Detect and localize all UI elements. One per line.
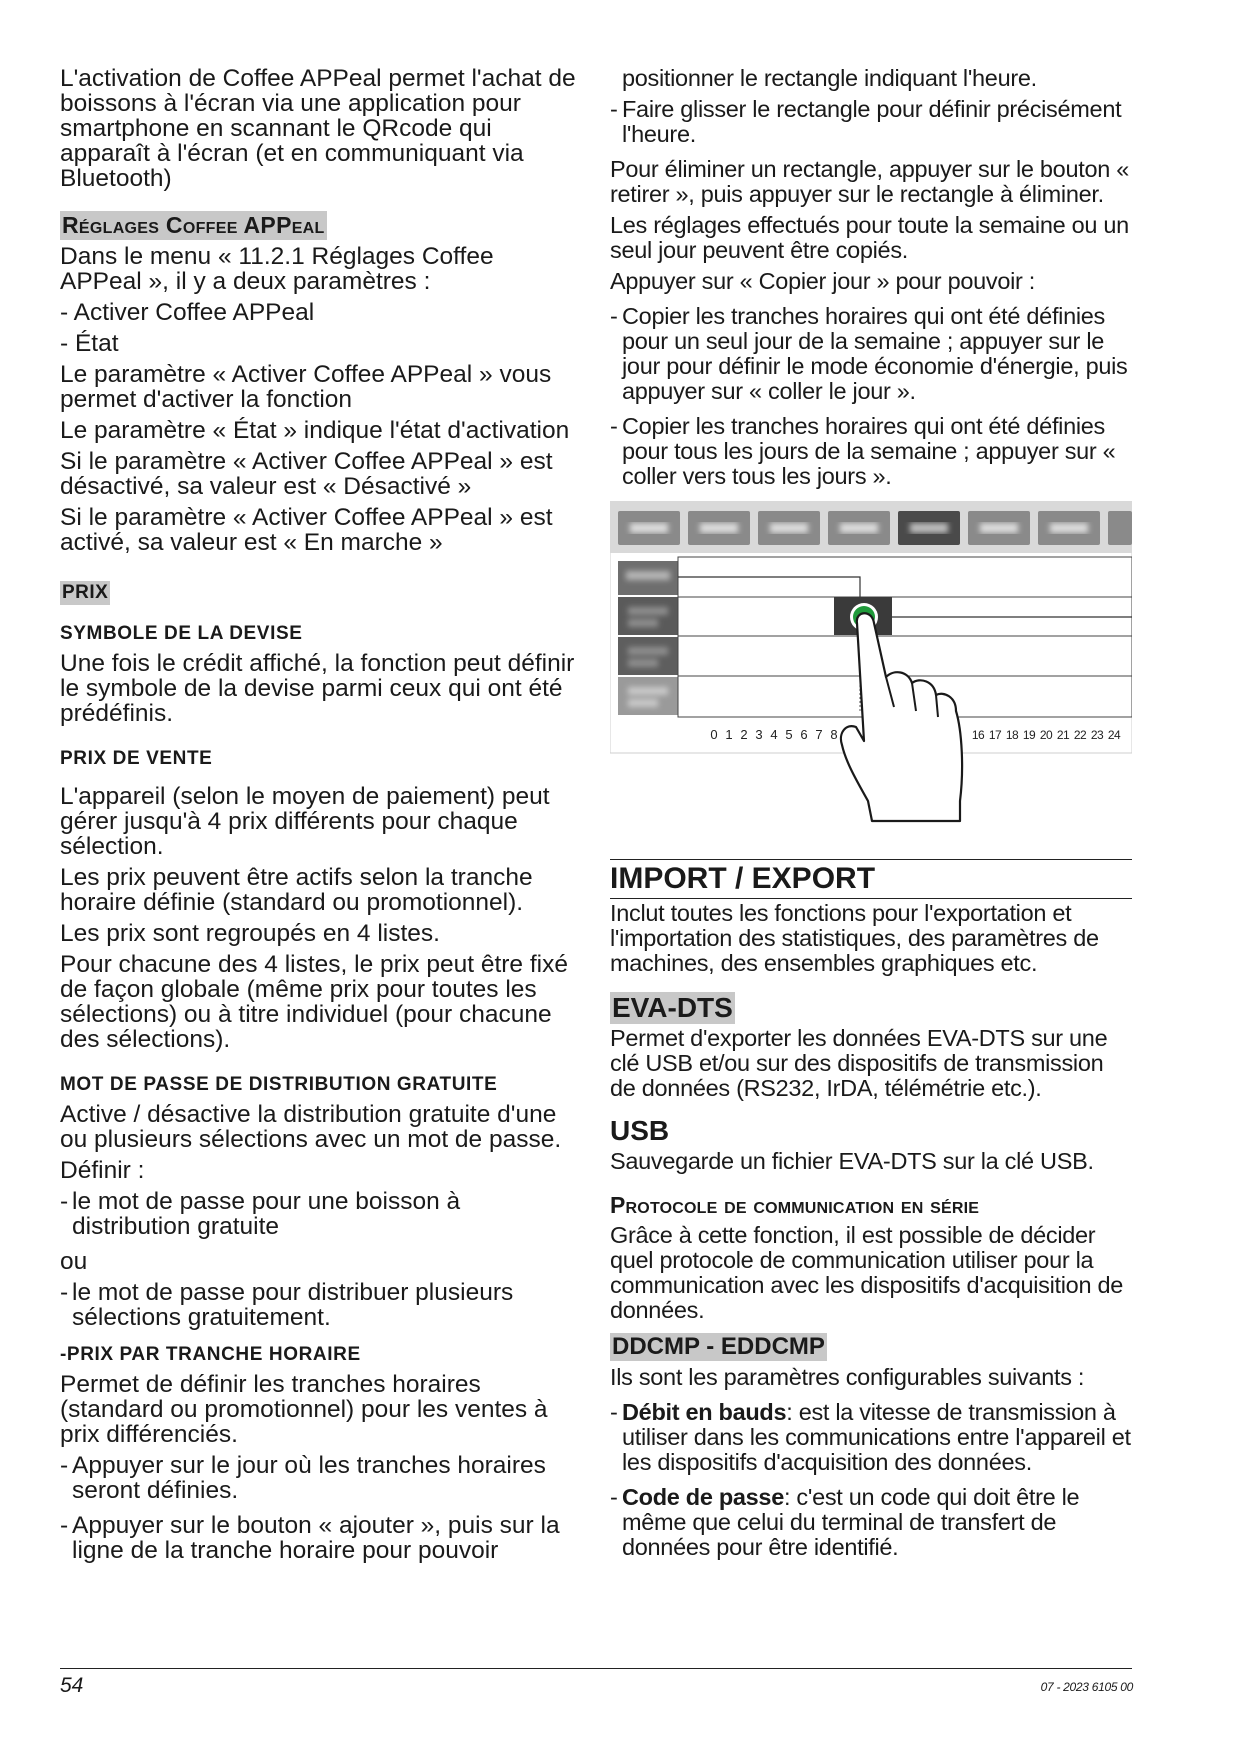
- code-label: Code de passe: [622, 1484, 784, 1510]
- hour-tick-label: 0: [710, 727, 718, 742]
- copier-item-1-text: Copier les tranches horaires qui ont été définies pour un seul jour de la semaine ; appuyer sur le jour pour définir le mode économie d'énergie, puis appuyer sur « coller le jour ».: [622, 303, 1128, 404]
- document-code: 07 - 2023 6105 00: [1040, 1680, 1133, 1694]
- hour-tick-label: 6: [800, 727, 808, 742]
- page-number: 54: [60, 1674, 84, 1697]
- protocole-heading: Protocole de communication en série: [610, 1192, 980, 1218]
- hour-tick-label: 1: [725, 727, 733, 742]
- reglages-item-2: - État: [60, 330, 119, 357]
- hour-tick-label: 20: [1039, 728, 1053, 742]
- import-export-heading: IMPORT / EXPORT: [610, 862, 876, 895]
- copies-paragraph: Les réglages effectués pour toute la semaine ou un seul jour peuvent être copiés.: [610, 212, 1129, 263]
- motdepasse-item-2: [60, 1280, 580, 1330]
- copier-paragraph: Appuyer sur « Copier jour » pour pouvoir :: [610, 268, 1035, 294]
- right-column: [610, 66, 1132, 1570]
- copier-item-2: [610, 414, 1132, 489]
- hour-axis-left: [710, 727, 837, 742]
- hour-tick-label: 19: [1022, 728, 1036, 742]
- hour-tick-label: 22: [1073, 728, 1087, 742]
- eliminer-paragraph: Pour éliminer un rectangle, appuyer sur le bouton « retirer », puis appuyer sur le rectangle à éliminer.: [610, 156, 1129, 207]
- code-text: : c'est un code qui doit être le même que celui du terminal de transfert de données pour être identifié.: [622, 1484, 1080, 1560]
- copier-item-1: [610, 304, 1132, 404]
- debit-item: [610, 1400, 1132, 1475]
- vente-paragraph-3: Les prix sont regroupés en 4 listes.: [60, 920, 440, 947]
- hour-tick-label: 3: [755, 727, 763, 742]
- ddcmp-paragraph: Ils sont les paramètres configurables suivants :: [610, 1364, 1085, 1390]
- list-dash: -: [610, 303, 618, 329]
- price-row-label[interactable]: [618, 597, 678, 635]
- usb-heading: USB: [610, 1115, 670, 1146]
- motdepasse-heading: MOT DE PASSE DE DISTRIBUTION GRATUITE: [60, 1074, 498, 1095]
- reglages-paragraph-1: Dans le menu « 11.2.1 Réglages Coffee APPeal », il y a deux paramètres :: [60, 243, 494, 295]
- day-tab[interactable]: [1108, 511, 1132, 545]
- glisser-item-text: Faire glisser le rectangle pour définir précisément l'heure.: [622, 96, 1122, 147]
- intro-paragraph: L'activation de Coffee APPeal permet l'achat de boissons à l'écran via une application pour smartphone en scannant le QRcode qui apparaît à l'écran (et en communiquant via Bluetooth): [60, 65, 576, 192]
- price-row-label[interactable]: [618, 677, 678, 715]
- evadts-heading: EVA-DTS: [612, 992, 733, 1023]
- list-dash: -: [60, 1512, 69, 1539]
- evadts-paragraph: Permet d'exporter les données EVA-DTS sur une clé USB et/ou sur des dispositifs de transmission de données (RS232, IrDA, télémétrie etc.).: [610, 1025, 1108, 1101]
- motdepasse-paragraph-1: Active / désactive la distribution gratuite d'une ou plusieurs sélections avec un mot de passe.: [60, 1101, 562, 1153]
- code-item: [610, 1485, 1132, 1560]
- protocole-paragraph: Grâce à cette fonction, il est possible de décider quel protocole de communication utiliser pour la communication avec les dispositifs d'acquisition de données.: [610, 1222, 1123, 1323]
- ddcmp-heading: DDCMP - EDDCMP: [612, 1333, 825, 1360]
- vente-paragraph-2: Les prix peuvent être actifs selon la tranche horaire définie (standard ou promotionnel).: [60, 864, 533, 916]
- import-export-heading-block: [610, 859, 1132, 899]
- symbole-heading: SYMBOLE DE LA DEVISE: [60, 623, 303, 644]
- reglages-paragraph-4: Si le paramètre « Activer Coffee APPeal » est désactivé, sa valeur est « Désactivé »: [60, 448, 553, 500]
- hour-tick-label: 8: [830, 727, 838, 742]
- reglages-item-1: - Activer Coffee APPeal: [60, 299, 315, 326]
- hour-tick-label: 16: [971, 728, 985, 742]
- left-column: [60, 66, 580, 1573]
- motdepasse-item-1-text: le mot de passe pour une boisson à distribution gratuite: [72, 1188, 461, 1240]
- hour-tick-label: 7: [815, 727, 823, 742]
- prix-heading: PRIX: [62, 582, 109, 603]
- usb-paragraph: Sauvegarde un fichier EVA-DTS sur la clé USB.: [610, 1148, 1094, 1174]
- vente-heading: PRIX DE VENTE: [60, 748, 213, 769]
- reglages-paragraph-5: Si le paramètre « Activer Coffee APPeal » est activé, sa valeur est « En marche »: [60, 504, 553, 556]
- motdepasse-item-2-text: le mot de passe pour distribuer plusieurs sélections gratuitement.: [72, 1279, 514, 1331]
- copier-item-2-text: Copier les tranches horaires qui ont été définies pour tous les jours de la semaine ; appuyer sur « coller vers tous les jours ».: [622, 413, 1116, 489]
- tranche-paragraph: Permet de définir les tranches horaires (standard ou promotionnel) pour les ventes à prix différenciés.: [60, 1371, 548, 1448]
- hour-tick-label: 24: [1107, 728, 1121, 742]
- reglages-paragraph-2: Le paramètre « Activer Coffee APPeal » vous permet d'activer la fonction: [60, 361, 552, 413]
- motdepasse-paragraph-2: Définir :: [60, 1157, 145, 1184]
- motdepasse-ou: ou: [60, 1248, 88, 1275]
- list-dash: -: [610, 1399, 618, 1425]
- tranche-item-1-text: Appuyer sur le jour où les tranches horaires seront définies.: [72, 1452, 546, 1504]
- tranche-item-1: [60, 1453, 580, 1503]
- vente-paragraph-1: L'appareil (selon le moyen de paiement) peut gérer jusqu'à 4 prix différents pour chaque sélection.: [60, 783, 550, 860]
- tranche-item-2: [60, 1513, 580, 1563]
- hour-axis-right: [972, 728, 1121, 742]
- footer-rule: [60, 1668, 1132, 1669]
- vente-paragraph-4: Pour chacune des 4 listes, le prix peut être fixé de façon globale (même prix pour toutes les sélections) ou à titre individuel (pour chacune des sélections).: [60, 951, 568, 1053]
- import-export-paragraph: Inclut toutes les fonctions pour l'exportation et l'importation des statistiques, des paramètres de machines, des ensembles graphiques etc.: [610, 900, 1099, 976]
- hour-tick-label: 23: [1090, 728, 1104, 742]
- continuation-paragraph: positionner le rectangle indiquant l'heure.: [622, 65, 1037, 91]
- schedule-figure: [610, 501, 1132, 831]
- tranche-heading: -PRIX PAR TRANCHE HORAIRE: [60, 1344, 361, 1365]
- list-dash: -: [60, 1452, 69, 1479]
- glisser-item: [610, 97, 1132, 147]
- tranche-item-2-text: Appuyer sur le bouton « ajouter », puis sur la ligne de la tranche horaire pour pouvoir: [72, 1512, 560, 1564]
- debit-label: Débit en bauds: [622, 1399, 787, 1425]
- hour-tick-label: 2: [740, 727, 748, 742]
- motdepasse-item-1: [60, 1189, 580, 1239]
- hour-tick-label: 18: [1005, 728, 1019, 742]
- hour-tick-label: 4: [770, 727, 778, 742]
- hour-tick-label: 17: [988, 728, 1002, 742]
- list-dash: -: [60, 1279, 69, 1306]
- list-dash: -: [610, 413, 618, 439]
- symbole-paragraph: Une fois le crédit affiché, la fonction peut définir le symbole de la devise parmi ceux qui ont été prédéfinis.: [60, 650, 575, 727]
- reglages-heading: Réglages Coffee APPeal: [62, 212, 325, 238]
- list-dash: -: [60, 1188, 69, 1215]
- price-row-label[interactable]: [618, 637, 678, 675]
- debit-text: : est la vitesse de transmission à utiliser dans les communications entre l'appareil et les dispositifs d'acquisition des données.: [622, 1399, 1131, 1475]
- list-dash: -: [610, 1484, 618, 1510]
- list-dash: -: [610, 96, 618, 122]
- hour-tick-label: 21: [1056, 728, 1070, 742]
- schedule-illustration: [610, 501, 1132, 831]
- hour-tick-label: 5: [785, 727, 793, 742]
- reglages-paragraph-3: Le paramètre « État » indique l'état d'activation: [60, 417, 570, 444]
